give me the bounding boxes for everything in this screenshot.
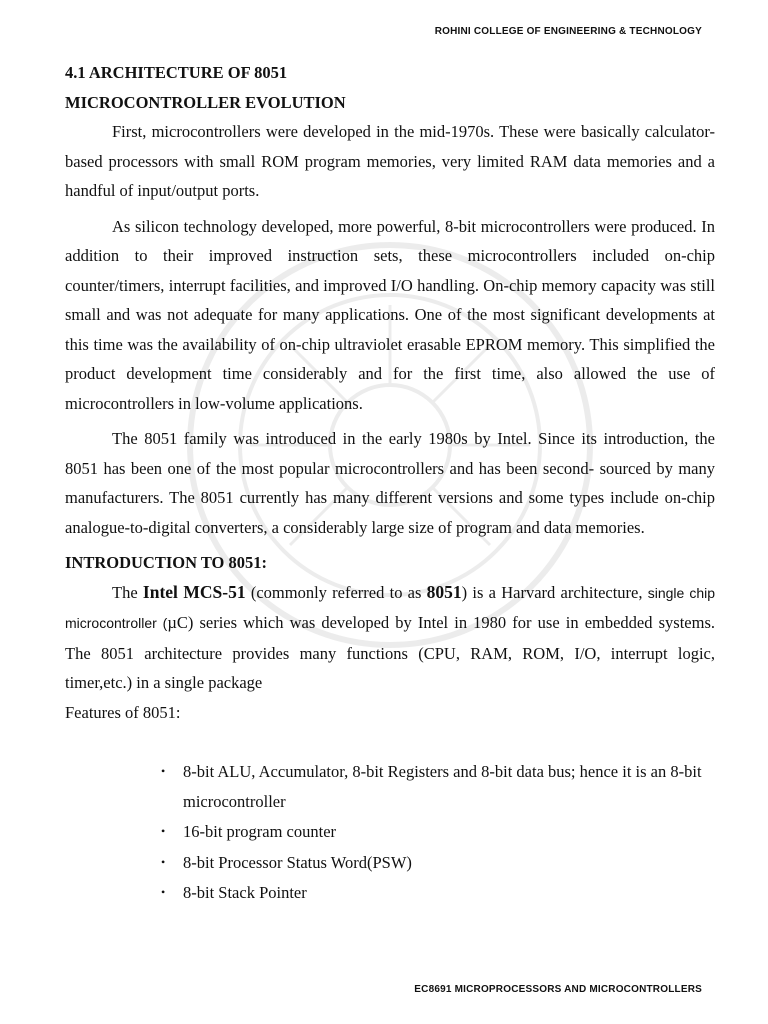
page-footer: EC8691 MICROPROCESSORS AND MICROCONTROLLERS [414, 984, 702, 995]
features-list [65, 757, 715, 908]
list-item [161, 757, 715, 816]
intro-text-4: µC) series which was developed by Intel in 1980 for use in embedded systems. The 8051 architecture provides many functions (CPU, RAM, ROM, I/O, interrupt logic, timer,etc.) in a single package [65, 613, 715, 692]
feature-text: 8-bit Processor Status Word(PSW) [183, 852, 412, 872]
features-title: Features of 8051: [65, 702, 181, 722]
page-header: ROHINI COLLEGE OF ENGINEERING & TECHNOLOGY [434, 26, 702, 37]
intro-text-2: (commonly referred to as [245, 582, 427, 602]
intro-sans-phrase: single chip microcontroller ( [65, 584, 715, 631]
paragraph-2: As silicon technology developed, more powerful, 8-bit microcontrollers were produced. In addition to their improved instruction sets, these microcontrollers included on-chip counter/timers, interrupt facilities, and improved I/O handling. On-chip memory capacity was still small and was not adequate for many applications. One of the most significant developments at this time was the availability of on-chip ultraviolet erasable EPROM memory. This simplified the product development time considerably and for the first time, also allowed the use of microcontrollers in low-volume applications. [65, 216, 715, 413]
bullet-icon: • [161, 764, 166, 778]
paragraph-1: First, microcontrollers were developed in the mid-1970s. These were basically calculator- based processors with small ROM program memories, very limited RAM data memories and a handful of input/output ports. [65, 122, 715, 200]
paragraph-3: The 8051 family was introduced in the early 1980s by Intel. Since its introduction, the 8051 has been one of the most popular microcontrollers and has been second- sourced by many manufacturers. The 8051 currently has many different versions and some types include on-chip analogue-to-digital converters, a considerably large size of program and data memories. [65, 429, 715, 537]
intro-text-3: ) is a Harvard architecture, [461, 582, 648, 602]
feature-text: 16-bit program counter [183, 822, 337, 841]
intro-bold-mcs51: Intel MCS-51 [142, 581, 246, 602]
intro-bold-8051: 8051 [426, 581, 462, 602]
section-heading: 4.1 ARCHITECTURE OF 8051 [65, 63, 288, 82]
bullet-icon: • [161, 824, 166, 838]
list-item [161, 848, 715, 878]
list-item [161, 878, 715, 908]
intro-text-1: The [112, 582, 143, 602]
intro-paragraph [65, 578, 715, 698]
feature-text: 8-bit ALU, Accumulator, 8-bit Registers and 8-bit data bus; hence it is an 8-bit microcontroller [183, 762, 702, 811]
feature-text: 8-bit Stack Pointer [183, 883, 307, 902]
bullet-icon: • [161, 885, 166, 899]
bullet-icon: • [161, 854, 166, 869]
intro-heading: INTRODUCTION TO 8051: [65, 553, 268, 572]
section-subheading: MICROCONTROLLER EVOLUTION [65, 92, 346, 112]
list-item [161, 817, 715, 847]
document-body [65, 58, 715, 909]
